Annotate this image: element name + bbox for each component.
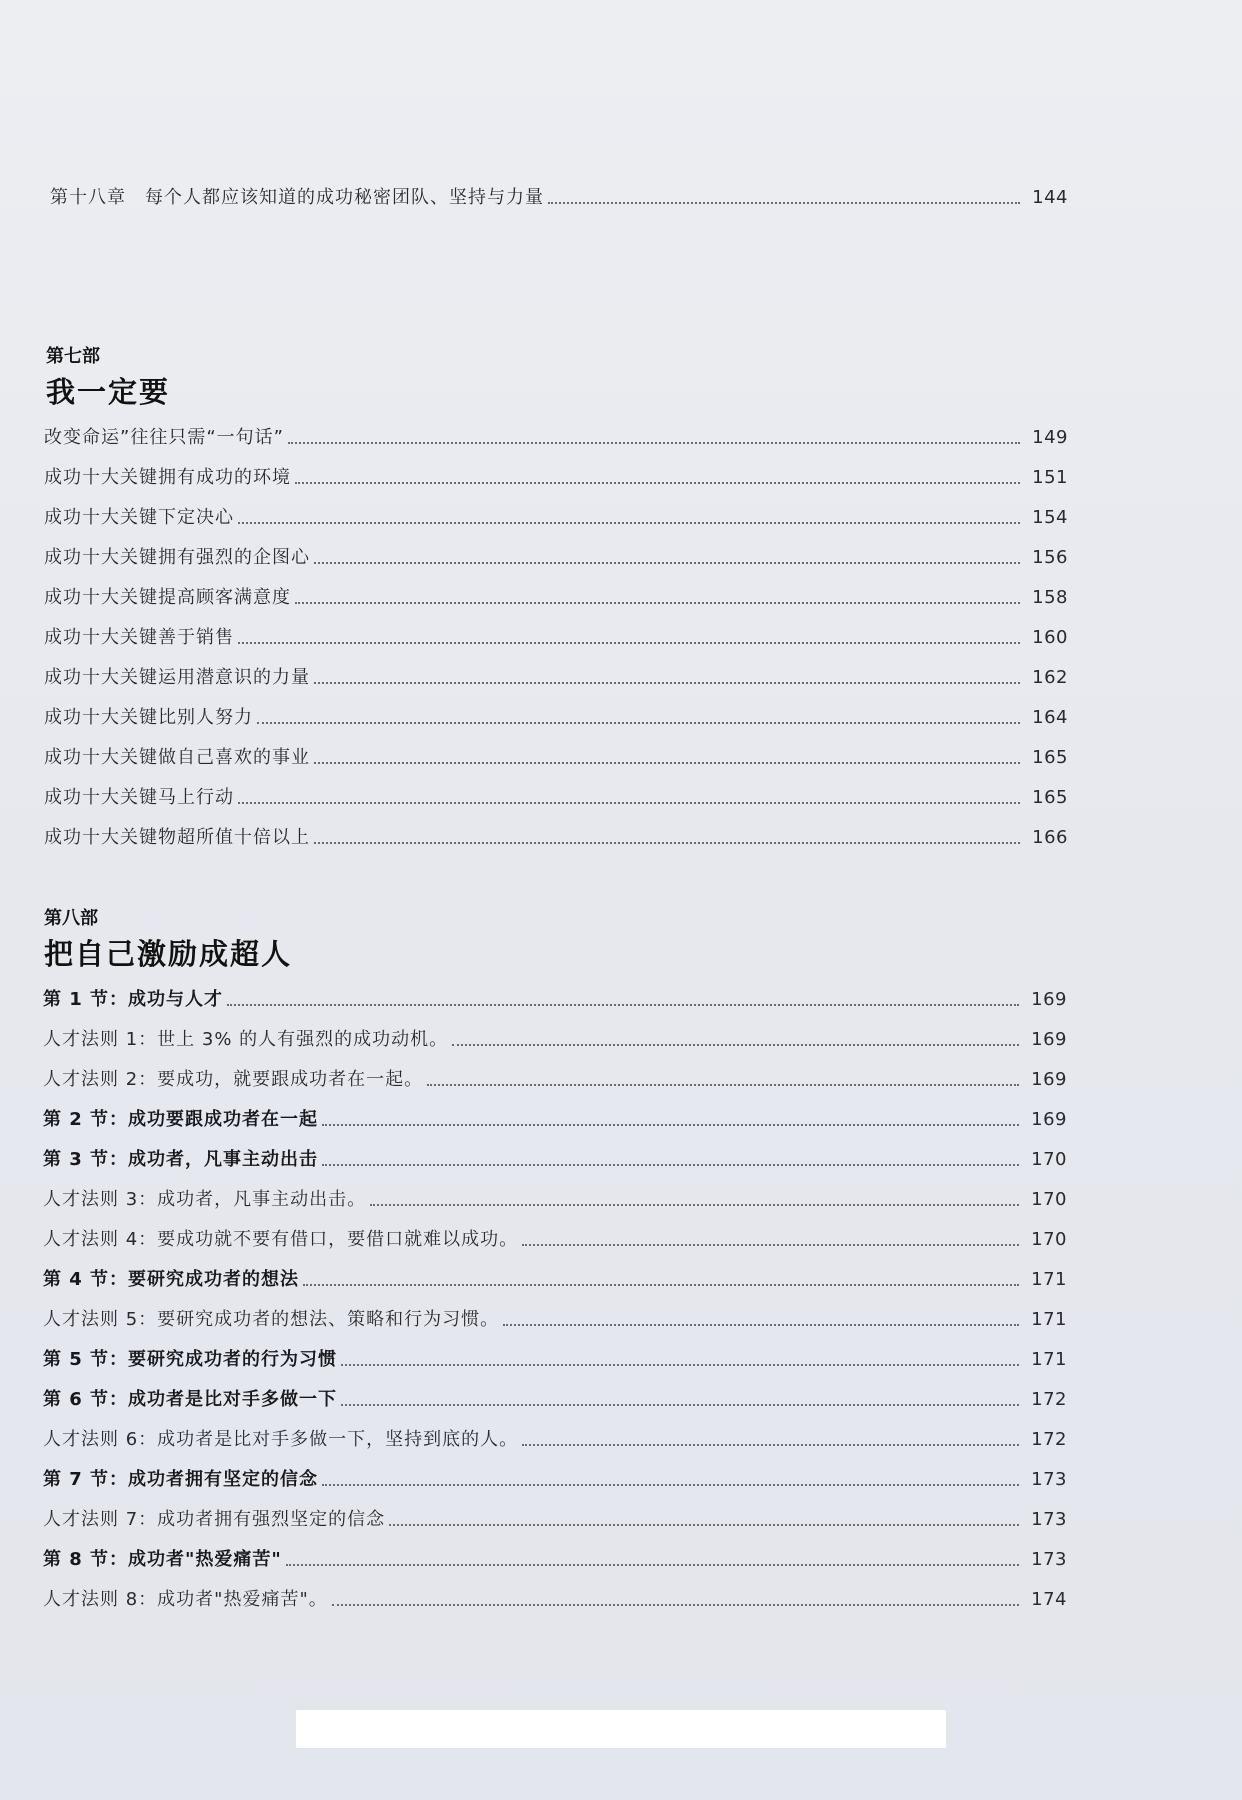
- toc-entry-page: 144: [1032, 187, 1068, 208]
- part-7-title: 我一定要: [46, 375, 171, 409]
- toc-entry-page: 158: [1032, 587, 1068, 608]
- toc-entry-section[interactable]: [43, 1386, 1067, 1412]
- dot-leader: [314, 762, 1020, 764]
- dot-leader: [314, 842, 1020, 844]
- toc-entry-page: 154: [1032, 507, 1068, 528]
- toc-entry-page: 151: [1032, 467, 1068, 488]
- dot-leader: [452, 1044, 1019, 1046]
- toc-entry-title: 第十八章 每个人都应该知道的成功秘密团队、坚持与力量: [50, 187, 544, 208]
- toc-entry[interactable]: [44, 704, 1068, 730]
- dot-leader: [286, 1564, 1019, 1566]
- toc-entry-title: 成功十大关键提高顾客满意度: [44, 587, 291, 608]
- toc-entry[interactable]: [43, 1226, 1067, 1252]
- toc-entry-title: 成功十大关键做自己喜欢的事业: [44, 747, 310, 768]
- toc-entry[interactable]: [43, 1026, 1067, 1052]
- toc-entry-page: 160: [1032, 627, 1068, 648]
- dot-leader: [322, 1164, 1019, 1166]
- dot-leader: [314, 562, 1020, 564]
- toc-entry-section[interactable]: [43, 1146, 1067, 1172]
- dot-leader: [427, 1084, 1019, 1086]
- toc-entry[interactable]: [44, 624, 1068, 650]
- toc-entry[interactable]: [44, 784, 1068, 810]
- dot-leader: [322, 1124, 1019, 1126]
- toc-entry[interactable]: [44, 584, 1068, 610]
- toc-entry-title: 第 4 节：要研究成功者的想法: [43, 1269, 300, 1290]
- dot-leader: [303, 1284, 1019, 1286]
- part-7-label: 第七部: [46, 346, 100, 367]
- dot-leader: [341, 1404, 1019, 1406]
- toc-entry-title: 第 5 节：要研究成功者的行为习惯: [43, 1349, 338, 1370]
- toc-entry-section[interactable]: [43, 1106, 1067, 1132]
- dot-leader: [238, 522, 1020, 524]
- dot-leader: [295, 602, 1020, 604]
- toc-entry-title: 人才法则 4：要成功就不要有借口，要借口就难以成功。: [43, 1229, 519, 1250]
- toc-entry[interactable]: [44, 464, 1068, 490]
- toc-entry-title: 第 6 节：成功者是比对手多做一下: [43, 1389, 338, 1410]
- dot-leader: [522, 1444, 1019, 1446]
- toc-entry-title: 成功十大关键拥有成功的环境: [44, 467, 291, 488]
- toc-entry-page: 170: [1031, 1149, 1067, 1170]
- toc-entry-page: 169: [1031, 1109, 1067, 1130]
- toc-entry-page: 173: [1031, 1469, 1067, 1490]
- toc-entry-page: 173: [1031, 1509, 1067, 1530]
- toc-entry-page: 170: [1031, 1189, 1067, 1210]
- blank-white-strip: [296, 1710, 946, 1748]
- toc-entry-page: 172: [1031, 1389, 1067, 1410]
- toc-entry-title: 第 7 节：成功者拥有坚定的信念: [43, 1469, 319, 1490]
- toc-entry-section[interactable]: [43, 1466, 1067, 1492]
- toc-entry[interactable]: [43, 1306, 1067, 1332]
- toc-entry[interactable]: [43, 1506, 1067, 1532]
- dot-leader: [227, 1004, 1019, 1006]
- toc-entry-page: 149: [1032, 427, 1068, 448]
- toc-entry-page: 169: [1031, 1069, 1067, 1090]
- toc-entry-page: 165: [1032, 747, 1068, 768]
- toc-entry-page: 174: [1031, 1589, 1067, 1610]
- toc-entry-title: 成功十大关键善于销售: [44, 627, 234, 648]
- toc-entry-title: 人才法则 1：世上 3% 的人有强烈的成功动机。: [43, 1029, 449, 1050]
- dot-leader: [288, 442, 1020, 444]
- dot-leader: [257, 722, 1020, 724]
- dot-leader: [238, 802, 1020, 804]
- dot-leader: [522, 1244, 1019, 1246]
- toc-entry-page: 171: [1031, 1269, 1067, 1290]
- toc-entry-page: 162: [1032, 667, 1068, 688]
- toc-entry-title: 成功十大关键比别人努力: [44, 707, 253, 728]
- dot-leader: [370, 1204, 1019, 1206]
- toc-entry-title: 人才法则 7：成功者拥有强烈坚定的信念: [43, 1509, 386, 1530]
- dot-leader: [389, 1524, 1019, 1526]
- toc-entry-page: 171: [1031, 1309, 1067, 1330]
- toc-entry-page: 171: [1031, 1349, 1067, 1370]
- toc-entry-title: 成功十大关键物超所值十倍以上: [44, 827, 310, 848]
- toc-entry-section[interactable]: [43, 1346, 1067, 1372]
- dot-leader: [548, 202, 1020, 204]
- toc-entry-title: 第 1 节：成功与人才: [43, 989, 224, 1010]
- part-8-title: 把自己激励成超人: [44, 937, 293, 971]
- toc-entry-title: 成功十大关键下定决心: [44, 507, 234, 528]
- toc-entry-section[interactable]: [43, 1266, 1067, 1292]
- toc-entry[interactable]: [44, 664, 1068, 690]
- part-8-label: 第八部: [44, 908, 98, 929]
- toc-entry-title: 成功十大关键拥有强烈的企图心: [44, 547, 310, 568]
- dot-leader: [295, 482, 1020, 484]
- toc-entry-title: 第 3 节：成功者，凡事主动出击: [43, 1149, 319, 1170]
- toc-entry-title: 人才法则 2：要成功，就要跟成功者在一起。: [43, 1069, 424, 1090]
- toc-entry[interactable]: [44, 504, 1068, 530]
- toc-entry-title: 第 8 节：成功者"热爱痛苦": [43, 1549, 282, 1570]
- toc-entry-title: 第 2 节：成功要跟成功者在一起: [43, 1109, 319, 1130]
- toc-entry-title: 人才法则 6：成功者是比对手多做一下，坚持到底的人。: [43, 1429, 519, 1450]
- toc-entry[interactable]: [44, 824, 1068, 850]
- dot-leader: [322, 1484, 1019, 1486]
- toc-entry-page: 169: [1031, 989, 1067, 1010]
- toc-entry-page: 170: [1031, 1229, 1067, 1250]
- toc-entry[interactable]: [43, 1186, 1067, 1212]
- toc-entry-page: 156: [1032, 547, 1068, 568]
- toc-entry-title: 成功十大关键运用潜意识的力量: [44, 667, 310, 688]
- toc-entry[interactable]: [43, 1586, 1067, 1612]
- dot-leader: [503, 1324, 1019, 1326]
- toc-entry-section[interactable]: [43, 986, 1067, 1012]
- toc-entry[interactable]: [44, 544, 1068, 570]
- toc-entry-page: 173: [1031, 1549, 1067, 1570]
- toc-entry-page: 169: [1031, 1029, 1067, 1050]
- dot-leader: [341, 1364, 1019, 1366]
- dot-leader: [238, 642, 1020, 644]
- toc-entry-title: 人才法则 8：成功者"热爱痛苦"。: [43, 1589, 328, 1610]
- toc-entry-page: 172: [1031, 1429, 1067, 1450]
- toc-entry-page: 165: [1032, 787, 1068, 808]
- dot-leader: [332, 1604, 1019, 1606]
- toc-entry[interactable]: [44, 424, 1068, 450]
- toc-entry-page: 166: [1032, 827, 1068, 848]
- toc-entry[interactable]: [43, 1426, 1067, 1452]
- toc-entry-page: 164: [1032, 707, 1068, 728]
- toc-entry-title: 改变命运”往往只需“一句话”: [44, 427, 284, 448]
- toc-entry-title: 成功十大关键马上行动: [44, 787, 234, 808]
- toc-entry-title: 人才法则 3：成功者，凡事主动出击。: [43, 1189, 367, 1210]
- toc-entry-section[interactable]: [43, 1546, 1067, 1572]
- dot-leader: [314, 682, 1020, 684]
- toc-entry[interactable]: [43, 1066, 1067, 1092]
- toc-entry-chapter-18[interactable]: [50, 184, 1068, 210]
- toc-entry-title: 人才法则 5：要研究成功者的想法、策略和行为习惯。: [43, 1309, 500, 1330]
- toc-entry[interactable]: [44, 744, 1068, 770]
